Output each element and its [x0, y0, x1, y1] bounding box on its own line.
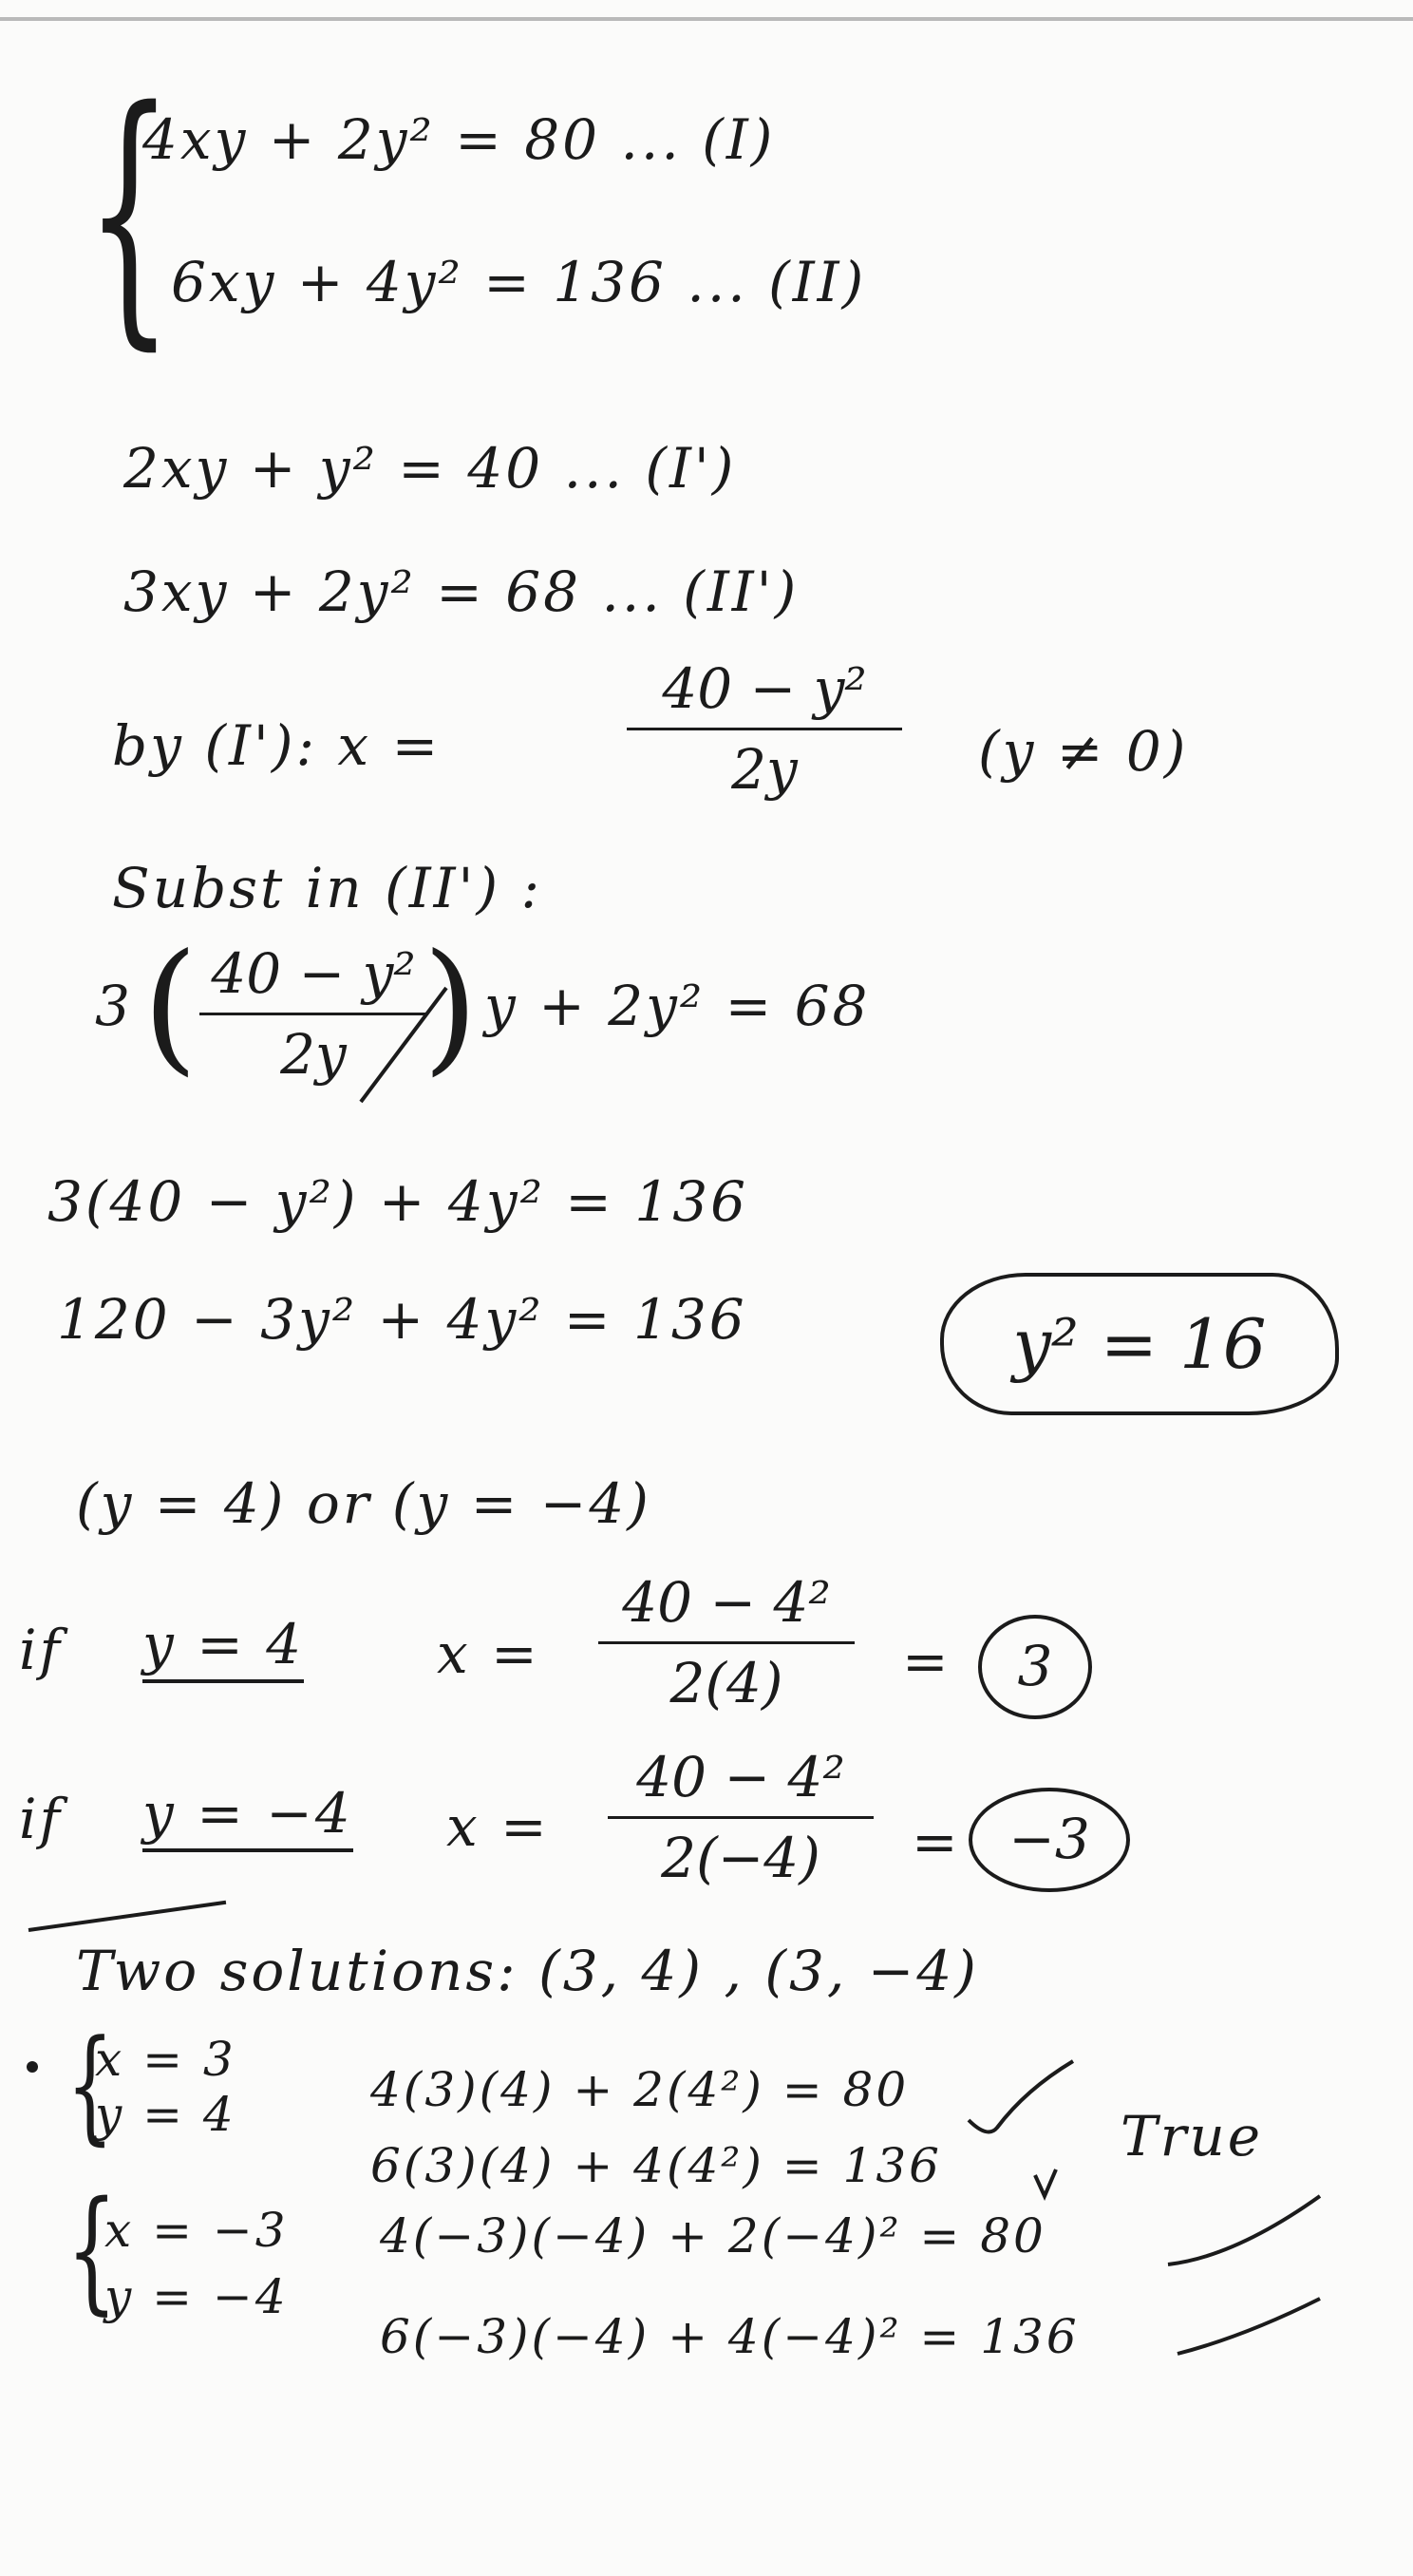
fraction-numerator: 40 − 4² [622, 1570, 831, 1635]
equation-2: 6xy + 4y² = 136 ... (II) [171, 250, 867, 314]
simplified-equation-1: 2xy + y² = 40 ... (I') [123, 436, 737, 501]
solve-x-label: by (I'): x = [112, 713, 442, 778]
fraction-bar [199, 1013, 427, 1015]
boxed-result [940, 1273, 1339, 1415]
fraction-denominator: 2y [731, 737, 798, 802]
substitute-fraction [199, 940, 427, 1088]
case1-condition: y = 4 [142, 1611, 304, 1683]
check-mark-icon [1035, 2169, 1056, 2196]
check2-line-2: 6(−3)(−4) + 4(−4)² = 136 [380, 2309, 1080, 2364]
check1-line-2: 6(3)(4) + 4(4²) = 136 [370, 2138, 942, 2193]
equation-1: 4xy + 2y² = 80 ... (I) [142, 107, 776, 172]
case2-result [969, 1788, 1130, 1892]
case2-equals: = [912, 1809, 961, 1874]
fraction-numerator: 40 − y² [662, 656, 867, 721]
step-line-1: 3(40 − y²) + 4y² = 136 [47, 1169, 749, 1234]
check1-verdict: True [1121, 2104, 1264, 2169]
check-mark-icon [969, 2061, 1073, 2132]
check1-x: x = 3 [95, 2032, 236, 2087]
case1-if: if [19, 1618, 64, 1682]
check1-y: y = 4 [95, 2087, 236, 2142]
case1-fraction [598, 1569, 855, 1716]
fraction-denominator: 2(−4) [661, 1826, 820, 1890]
step-line-2: 120 − 3y² + 4y² = 136 [57, 1287, 747, 1352]
substitute-label: Subst in (II') : [112, 856, 543, 920]
case1-result [978, 1615, 1092, 1719]
case2-result-text: −3 [1008, 1807, 1090, 1871]
case2-fraction [608, 1744, 874, 1891]
right-paren: ) [423, 924, 479, 1089]
case2-condition: y = −4 [142, 1780, 353, 1852]
fraction-bar [627, 728, 902, 730]
case1-equals: = [902, 1629, 951, 1694]
fraction-bar [608, 1816, 874, 1819]
fraction-denominator: 2y [280, 1022, 347, 1087]
fraction-bar [598, 1641, 855, 1644]
solve-x-condition: (y ≠ 0) [978, 719, 1189, 784]
case1-result-text: 3 [1017, 1634, 1053, 1698]
roots-line: (y = 4) or (y = −4) [76, 1471, 651, 1536]
fraction-numerator: 40 − 4² [636, 1745, 845, 1809]
fraction-denominator: 2(4) [669, 1651, 783, 1715]
page-top-edge [0, 17, 1413, 21]
fraction-numerator: 40 − y² [211, 941, 416, 1006]
case1-x-label: x = [437, 1621, 540, 1686]
case2-x-label: x = [446, 1794, 550, 1859]
case2-if: if [19, 1787, 64, 1851]
system-brace: { [85, 53, 174, 373]
substitute-coef: 3 [95, 974, 133, 1038]
check-mark-icon [1168, 2196, 1320, 2264]
simplified-equation-2: 3xy + 2y² = 68 ... (II') [123, 559, 800, 624]
substitute-tail: y + 2y² = 68 [484, 974, 871, 1038]
boxed-result-text: y² = 16 [1012, 1304, 1267, 1384]
check2-line-1: 4(−3)(−4) + 2(−4)² = 80 [380, 2208, 1046, 2263]
separator-stroke [28, 1901, 227, 1932]
check2-brace: { [66, 2173, 118, 2328]
check2-x: x = −3 [104, 2203, 289, 2258]
bullet-dot [27, 2061, 38, 2073]
check1-brace: { [66, 2013, 114, 2157]
solutions-line: Two solutions: (3, 4) , (3, −4) [76, 1939, 979, 2003]
check2-y: y = −4 [104, 2269, 289, 2324]
check-mark-icon [1178, 2299, 1320, 2354]
check1-line-1: 4(3)(4) + 2(4²) = 80 [370, 2062, 910, 2117]
solve-x-fraction [627, 655, 902, 803]
left-paren: ( [142, 924, 198, 1089]
